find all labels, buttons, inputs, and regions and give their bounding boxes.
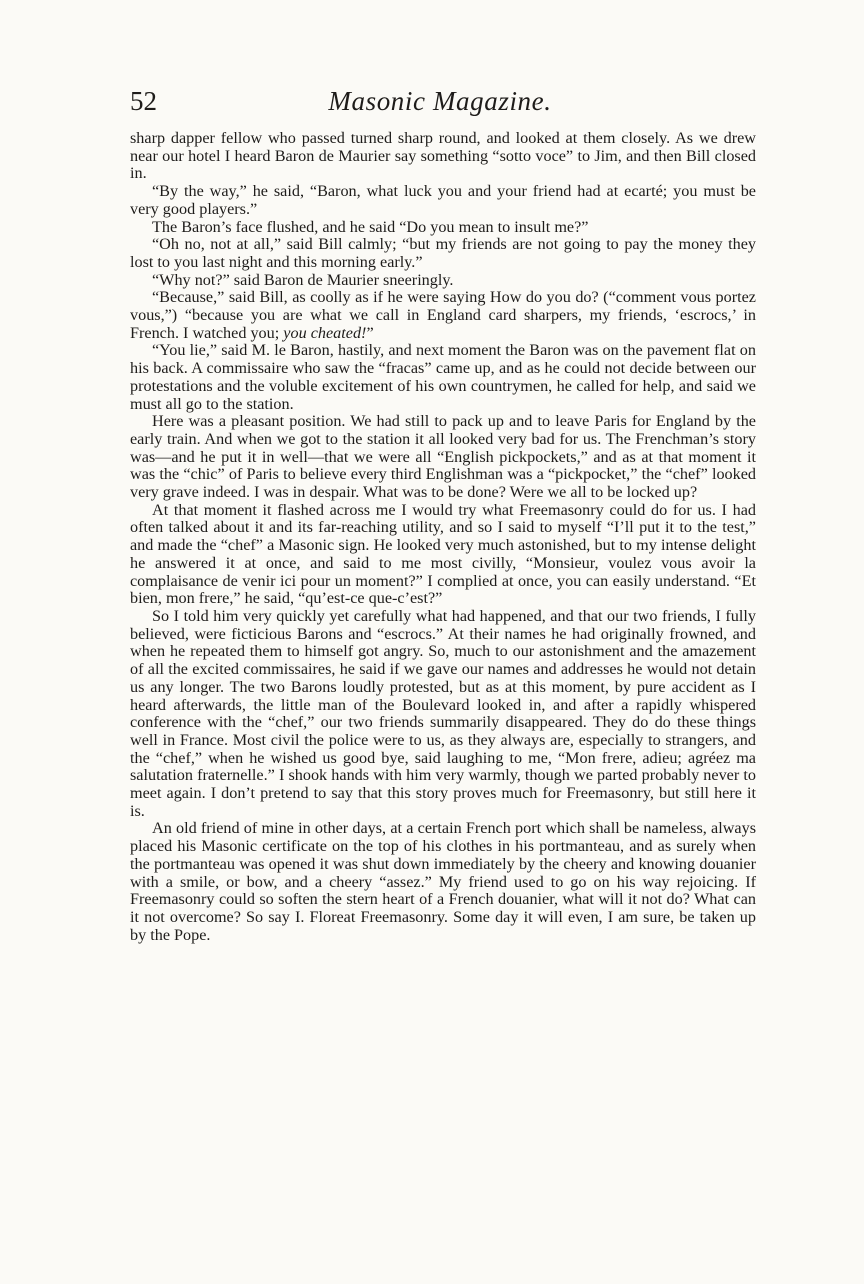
paragraph-text: ” (366, 323, 374, 342)
paragraph-text: “You lie,” said M. le Baron, hastily, and next moment the Baron was on the pavement flat on his back. A commissaire who saw the “fracas” came up, and as he could not decide between our protestations and the voluble excitement of his own countrymen, he called for help, and said we must all go to the station. (130, 341, 756, 413)
page-number: 52 (130, 86, 157, 116)
paragraph (130, 820, 756, 944)
paragraph-text: Here was a pleasant position. We had still to pack up and to leave Paris for England by the early train. And when we got to the station it all looked very bad for us. The Frenchman’s story was—and he put it in well—that we were all “English pickpockets,” and as at that moment it was the “chic” of Paris to believe every third Englishman was a “pickpocket,” the “chef” looked very grave indeed. I was in despair. What was to be done? Were we all to be locked up? (130, 412, 756, 502)
paragraph-text: “Because,” said Bill, as coolly as if he were saying How do you do? (“comment vous portez vous,”) “because you are what we call in England card sharpers, my friends, ‘escrocs,’ in French. I watched you; (130, 288, 756, 342)
paragraph (130, 608, 756, 820)
paragraph-text: sharp dapper fellow who passed turned sharp round, and looked at them closely. As we drew near our hotel I heard Baron de Maurier say something “sotto voce” to Jim, and then Bill closed in. (130, 129, 756, 183)
running-title: Masonic Magazine. (328, 86, 552, 116)
paragraph (130, 130, 756, 183)
italic-text: you cheated! (283, 323, 367, 342)
paragraph-text: The Baron’s face flushed, and he said “Do you mean to insult me?” (152, 217, 589, 236)
paragraph-text: At that moment it flashed across me I would try what Freemasonry could do for us. I had often talked about it and its far-reaching utility, and so I said to myself “I’ll put it to the test,” and made the “chef” a Masonic sign. He looked very much astonished, but to my intense delight he answered it at once, and said to me most civilly, “Monsieur, voulez vous avoir la complaisance de venir ici pour un moment?” I complied at once, you can easily understand. “Et bien, mon frere,” he said, “qu’est-ce que-c’est?” (130, 500, 756, 608)
paragraph (130, 236, 756, 271)
paragraph (130, 289, 756, 342)
paragraph-text: So I told him very quickly yet carefully what had happened, and that our two friends, I fully believed, were ficticious Barons and “escrocs.” At their names he had originally frowned, and when he repeated them to himself got angry. So, much to our astonishment and the amazement of all the excited commissaires, he said if we gave our names and addresses he would not detain us any longer. The two Barons loudly protested, but as at this moment, by pure accident as I heard afterwards, the little man of the Boulevard looked in, and after a rapidly whispered conference with the “chef,” our two friends summarily disappeared. They do do these things well in France. Most civil the police were to us, as they always are, especially to strangers, and the “chef,” when he wished us good bye, said laughing to me, “Mon frere, adieu; agréez ma salutation fraternelle.” I shook hands with him very warmly, though we parted probably never to meet again. I don’t pretend to say that this story proves much for Freemasonry, but still here it is. (130, 606, 756, 820)
paragraph (130, 272, 756, 290)
paragraph-text: “By the way,” he said, “Baron, what luck you and your friend had at ecarté; you must be very good players.” (130, 182, 756, 218)
paragraph-text: “Why not?” said Baron de Maurier sneeringly. (152, 270, 454, 289)
paragraph (130, 342, 756, 413)
paragraph-text: “Oh no, not at all,” said Bill calmly; “but my friends are not going to pay the money they lost to you last night and this morning early.” (130, 235, 756, 271)
paragraph (130, 413, 756, 502)
page-header (130, 84, 750, 118)
paragraph (130, 502, 756, 608)
article-body (130, 130, 756, 944)
paragraph (130, 219, 756, 237)
paragraph-text: An old friend of mine in other days, at a certain French port which shall be nameless, always placed his Masonic certificate on the top of his clothes in his portmanteau, and as surely when the portmanteau was opened it was shut down immediately by the cheery and knowing douanier with a smile, or bow, and a cheery “assez.” My friend used to go on his way rejoicing. If Freemasonry could so soften the stern heart of a French douanier, what will it not do? What can it not overcome? So say I. Floreat Freemasonry. Some day it will even, I am sure, be taken up by the Pope. (130, 819, 756, 944)
paragraph (130, 183, 756, 218)
